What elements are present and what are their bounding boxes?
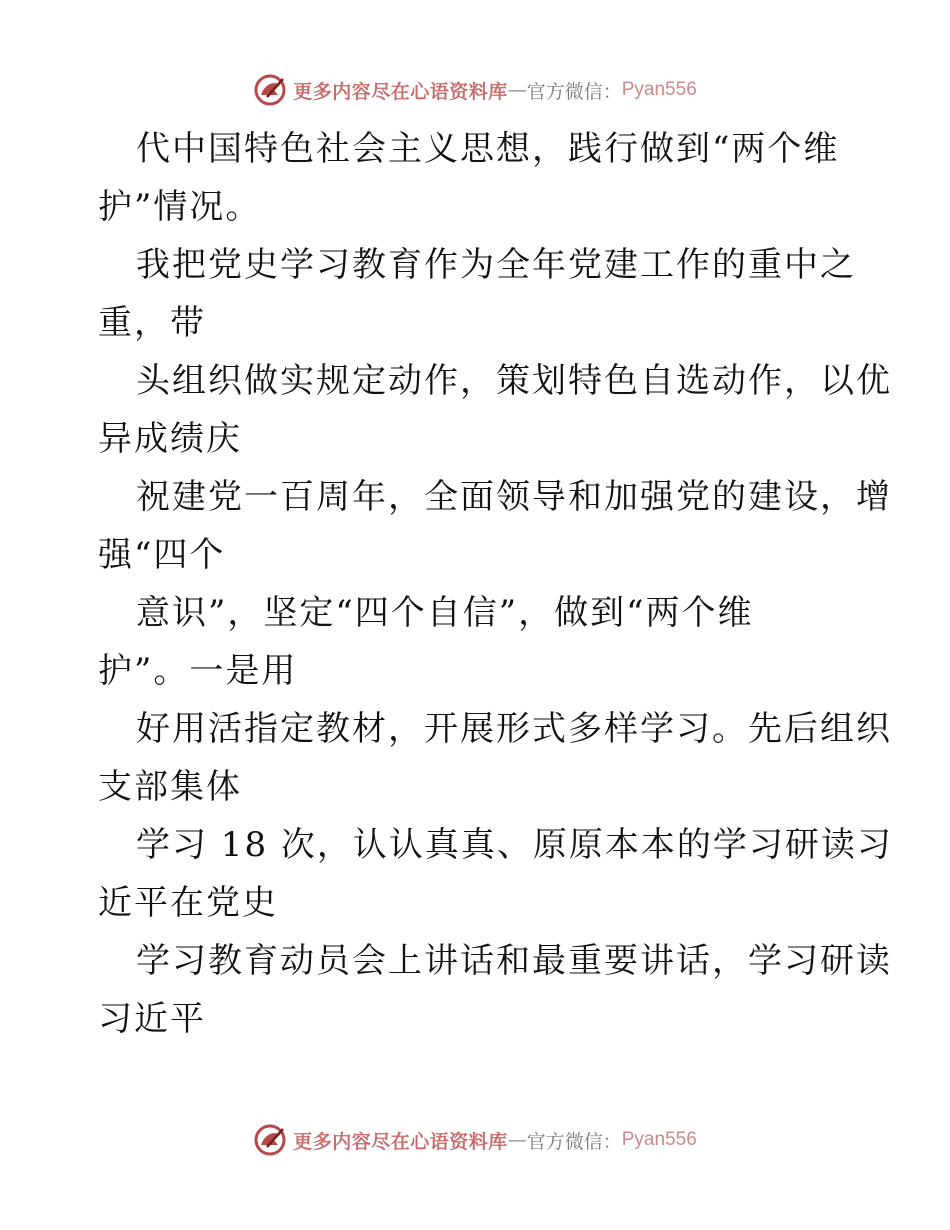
watermark-wechat-label: 官方微信： bbox=[526, 80, 622, 103]
watermark-separator: — bbox=[507, 1129, 527, 1151]
text-line: 学习 18 次，认认真真、原原本本的学习研读习 bbox=[136, 825, 893, 865]
logo-icon bbox=[253, 73, 287, 107]
text-line: 习近平 bbox=[98, 999, 206, 1039]
watermark-wechat-label: 官方微信： bbox=[526, 1130, 622, 1153]
body-text bbox=[98, 120, 893, 1048]
text-line: 支部集体 bbox=[98, 767, 242, 807]
watermark-separator: — bbox=[507, 79, 527, 101]
header-watermark bbox=[0, 72, 950, 108]
text-line: 意识”，坚定“四个自信”，做到“两个维 bbox=[136, 593, 754, 633]
text-line: 我把党史学习教育作为全年党建工作的重中之 bbox=[136, 245, 856, 285]
watermark-wechat-id: Pyan556 bbox=[621, 1129, 697, 1150]
text-line: 护”情况。 bbox=[98, 187, 262, 227]
text-line: 祝建党一百周年，全面领导和加强党的建设，增 bbox=[136, 477, 892, 517]
text-line: 异成绩庆 bbox=[98, 419, 242, 459]
text-line: 护”。一是用 bbox=[98, 651, 298, 691]
text-line: 头组织做实规定动作，策划特色自选动作，以优 bbox=[136, 361, 892, 401]
text-line: 重，带 bbox=[98, 303, 206, 343]
text-line: 学习教育动员会上讲话和最重要讲话，学习研读 bbox=[136, 941, 892, 981]
watermark-wechat-id: Pyan556 bbox=[621, 79, 697, 100]
text-line: 近平在党史 bbox=[98, 883, 278, 923]
watermark-brand-text: 更多内容尽在心语资料库 bbox=[293, 80, 508, 103]
text-line: 好用活指定教材，开展形式多样学习。先后组织 bbox=[136, 709, 892, 749]
footer-watermark bbox=[0, 1122, 950, 1158]
text-line: 代中国特色社会主义思想，践行做到“两个维 bbox=[136, 129, 840, 169]
text-line: 强“四个 bbox=[98, 535, 226, 575]
watermark-brand-text: 更多内容尽在心语资料库 bbox=[293, 1130, 508, 1153]
logo-icon bbox=[253, 1123, 287, 1157]
